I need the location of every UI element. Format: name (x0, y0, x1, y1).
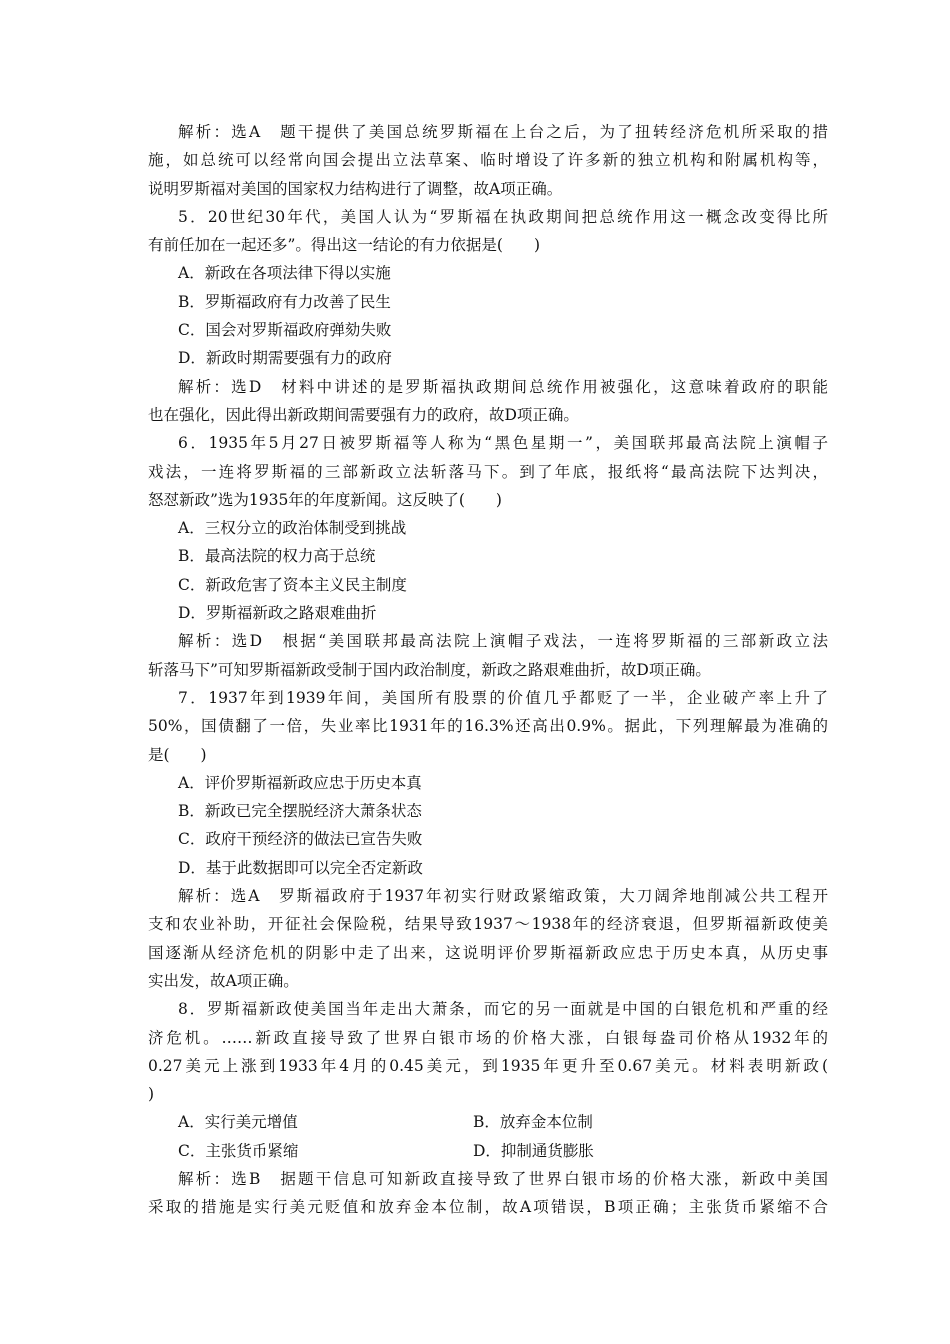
q6-analysis-line: 斩落马下”可知罗斯福新政受制于国内政治制度，新政之路艰难曲折，故D项正确。 (148, 660, 711, 679)
q7-analysis-line: 支和农业补助，开征社会保险税，结果导致1937～1938年的经济衰退，但罗斯福新政使美 (148, 915, 828, 934)
q5-option-c: C．国会对罗斯福政府弹劾失败 (178, 321, 392, 340)
q6-stem-line: 戏法，一连将罗斯福的三部新政立法斩落马下。到了年底，报纸将“最高法院下达判决， (148, 462, 828, 481)
q8-option-row (148, 1137, 828, 1165)
q7-option-d: D．基于此数据即可以完全否定新政 (178, 858, 423, 877)
q7-analysis-line: 实出发，故A项正确。 (148, 971, 299, 990)
q7-stem-line: 是( ) (148, 745, 207, 764)
q5-analysis-line: 解析：选D 材料中讲述的是罗斯福执政期间总统作用被强化，这意味着政府的职能 (178, 377, 828, 396)
q6-analysis-line: 解析：选D 根据“美国联邦最高法院上演帽子戏法，一连将罗斯福的三部新政立法 (178, 632, 828, 651)
q4-analysis-line: 解析：选A 题干提供了美国总统罗斯福在上台之后，为了扭转经济危机所采取的措 (178, 123, 828, 141)
q5-stem-line: 有前任加在一起还多”。得出这一结论的有力依据是( ) (148, 236, 541, 255)
text-column (148, 118, 828, 1222)
q7-option-b: B．新政已完全摆脱经济大萧条状态 (178, 802, 422, 821)
q8-option-c: C．主张货币紧缩 (178, 1141, 299, 1160)
q4-analysis-line: 施，如总统可以经常向国会提出立法草案、临时增设了许多新的独立机构和附属机构等， (148, 151, 828, 170)
q8-option-d: D．抑制通货膨胀 (473, 1141, 594, 1160)
q7-stem-line: 7．1937年到1939年间，美国所有股票的价值几乎都贬了一半，企业破产率上升了 (178, 688, 828, 707)
q7-analysis-line: 国逐渐从经济危机的阴影中走了出来，这说明评价罗斯福新政应忠于历史本真，从历史事 (148, 943, 828, 962)
q7-option-a: A．评价罗斯福新政应忠于历史本真 (178, 773, 422, 792)
q8-stem-line: ) (148, 1085, 155, 1104)
q8-option-b: B．放弃金本位制 (473, 1113, 593, 1132)
q7-option-c: C．政府干预经济的做法已宣告失败 (178, 830, 423, 849)
q6-stem-line: 6．1935年5月27日被罗斯福等人称为“黑色星期一”，美国联邦最高法院上演帽子 (178, 434, 828, 453)
q6-option-b: B．最高法院的权力高于总统 (178, 547, 376, 566)
q4-analysis-line: 说明罗斯福对美国的国家权力结构进行了调整，故A项正确。 (148, 179, 563, 198)
q6-option-d: D．罗斯福新政之路艰难曲折 (178, 604, 377, 623)
q5-stem-line: 5．20世纪30年代，美国人认为“罗斯福在执政期间把总统作用这一概念改变得比所 (178, 207, 828, 226)
q8-analysis-line: 解析：选B 据题干信息可知新政直接导致了世界白银市场的价格大涨，新政中美国 (178, 1169, 828, 1188)
q8-option-row (148, 1108, 828, 1136)
q6-option-a: A．三权分立的政治体制受到挑战 (178, 519, 407, 538)
q8-stem-line: 8．罗斯福新政使美国当年走出大萧条，而它的另一面就是中国的白银危机和严重的经 (178, 1000, 828, 1019)
q7-stem-line: 50%，国债翻了一倍，失业率比1931年的16.3%还高出0.9%。据此，下列理解最为准确的 (148, 717, 828, 736)
q7-analysis-line: 解析：选A 罗斯福政府于1937年初实行财政紧缩政策，大刀阔斧地削减公共工程开 (178, 887, 828, 906)
q8-analysis-line: 采取的措施是实行美元贬值和放弃金本位制，故A项错误，B项正确；主张货币紧缩不合 (148, 1198, 828, 1217)
q6-stem-line: 怒怼新政”选为1935年的年度新闻。这反映了( ) (148, 490, 502, 509)
q8-option-a: A．实行美元增值 (178, 1113, 298, 1132)
q5-option-b: B．罗斯福政府有力改善了民生 (178, 292, 391, 311)
q8-stem-line: 0.27美元上涨到1933年4月的0.45美元，到1935年更升至0.67美元。材料表明新政( (148, 1056, 828, 1075)
q5-analysis-line: 也在强化，因此得出新政期间需要强有力的政府，故D项正确。 (148, 405, 579, 424)
q6-option-c: C．新政危害了资本主义民主制度 (178, 575, 407, 594)
q5-option-a: A．新政在各项法律下得以实施 (178, 264, 391, 283)
q5-option-d: D．新政时期需要强有力的政府 (178, 349, 392, 368)
q8-stem-line: 济危机。……新政直接导致了世界白银市场的价格大涨，白银每盎司价格从1932年的 (148, 1028, 828, 1047)
